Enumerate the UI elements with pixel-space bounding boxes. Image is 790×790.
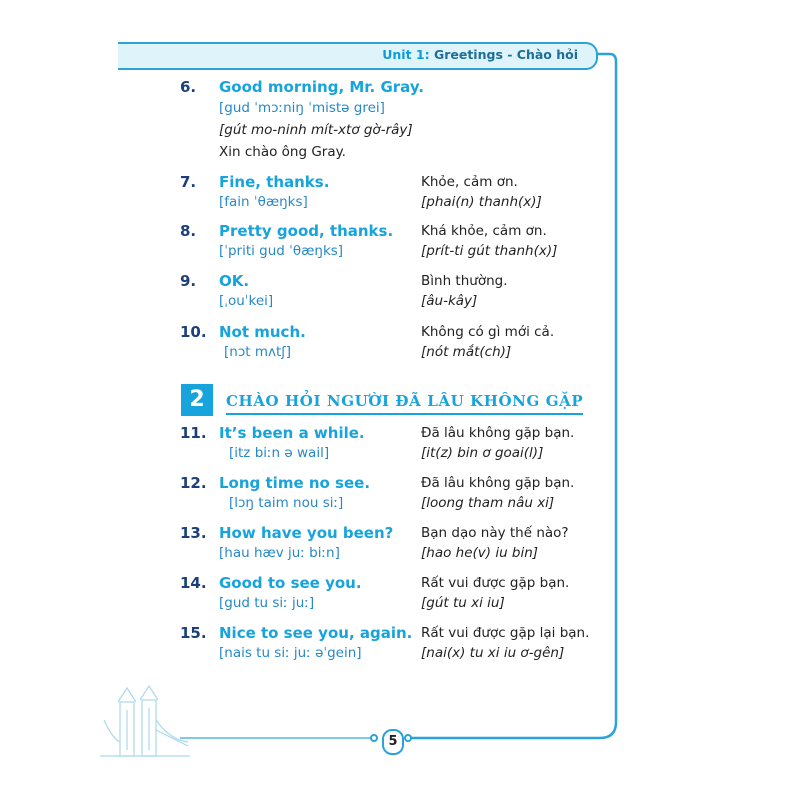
entry-ipa: [nɔt mʌtʃ] (224, 344, 292, 360)
entry-pronunciation: [gút tu xi iu] (421, 595, 505, 611)
entry-vietnamese: Xin chào ông Gray. (219, 144, 346, 160)
entry-vietnamese: Bình thường. (421, 273, 508, 289)
unit-label: Unit 1: (382, 47, 430, 62)
entry-ipa: [lɔŋ taim nou siː] (229, 495, 344, 511)
entry-pronunciation: [gút mo-ninh mít-xtơ gờ-rây] (219, 122, 413, 138)
unit-header-bar (118, 42, 598, 70)
entry-number: 8. (180, 222, 197, 240)
entry-vietnamese: Khỏe, cảm ơn. (421, 174, 518, 190)
entry-number: 11. (180, 424, 207, 442)
entry-pronunciation: [nai(x) tu xi iu ơ-gên] (421, 645, 565, 661)
bridge-illustration (100, 686, 190, 756)
entry-ipa: [nais tu siː juː əˈgein] (219, 645, 362, 661)
entry-pronunciation: [it(z) bin ơ goai(l)] (421, 445, 544, 461)
entry-english: Pretty good, thanks. (219, 222, 394, 240)
entry-number: 6. (180, 78, 197, 96)
entry-english: Not much. (219, 323, 306, 341)
unit-title-text: Greetings - Chào hỏi (433, 47, 578, 62)
entry-number: 10. (180, 323, 207, 341)
entry-vietnamese: Rất vui được gặp lại bạn. (421, 625, 590, 641)
entry-english: Fine, thanks. (219, 173, 330, 191)
entry-vietnamese: Không có gì mới cả. (421, 324, 555, 340)
entry-pronunciation: [nót mắt(ch)] (421, 344, 512, 360)
entry-number: 7. (180, 173, 197, 191)
entry-ipa: [ˈpriti gud ˈθæŋks] (219, 243, 344, 259)
entry-pronunciation: [prít-ti gút thanh(x)] (421, 243, 558, 259)
entry-ipa: [hau hæv juː biːn] (219, 545, 340, 561)
entry-english: OK. (219, 272, 250, 290)
entry-ipa: [fain ˈθæŋks] (219, 194, 308, 210)
entry-number: 13. (180, 524, 207, 542)
entry-vietnamese: Rất vui được gặp bạn. (421, 575, 570, 591)
entry-english: It’s been a while. (219, 424, 365, 442)
entry-english: Good to see you. (219, 574, 362, 592)
entry-pronunciation: [phai(n) thanh(x)] (421, 194, 542, 210)
entry-pronunciation: [âu-kây] (421, 293, 478, 309)
section-title: CHÀO HỎI NGƯỜI ĐÃ LÂU KHÔNG GẶP (226, 392, 583, 415)
entry-ipa: [ˌouˈkei] (219, 293, 274, 309)
entry-number: 15. (180, 624, 207, 642)
entry-vietnamese: Đã lâu không gặp bạn. (421, 475, 575, 491)
entry-vietnamese: Khá khỏe, cảm ơn. (421, 223, 547, 239)
entry-vietnamese: Bạn dạo này thế nào? (421, 525, 569, 541)
section-number-badge: 2 (181, 384, 213, 416)
entry-ipa: [gud ˈmɔːniŋ ˈmistə grei] (219, 100, 385, 116)
entry-ipa: [gud tu siː juː] (219, 595, 315, 611)
entry-pronunciation: [hao he(v) iu bin] (421, 545, 539, 561)
entry-english: Good morning, Mr. Gray. (219, 78, 424, 96)
entry-english: Long time no see. (219, 474, 371, 492)
page-number: 5 (382, 729, 404, 755)
unit-title (382, 47, 578, 62)
entry-number: 12. (180, 474, 207, 492)
entry-number: 9. (180, 272, 197, 290)
entry-english: How have you been? (219, 524, 394, 542)
entry-number: 14. (180, 574, 207, 592)
entry-ipa: [itz biːn ə wail] (229, 445, 330, 461)
entry-vietnamese: Đã lâu không gặp bạn. (421, 425, 575, 441)
entry-english: Nice to see you, again. (219, 624, 413, 642)
entry-pronunciation: [loong tham nâu xi] (421, 495, 555, 511)
